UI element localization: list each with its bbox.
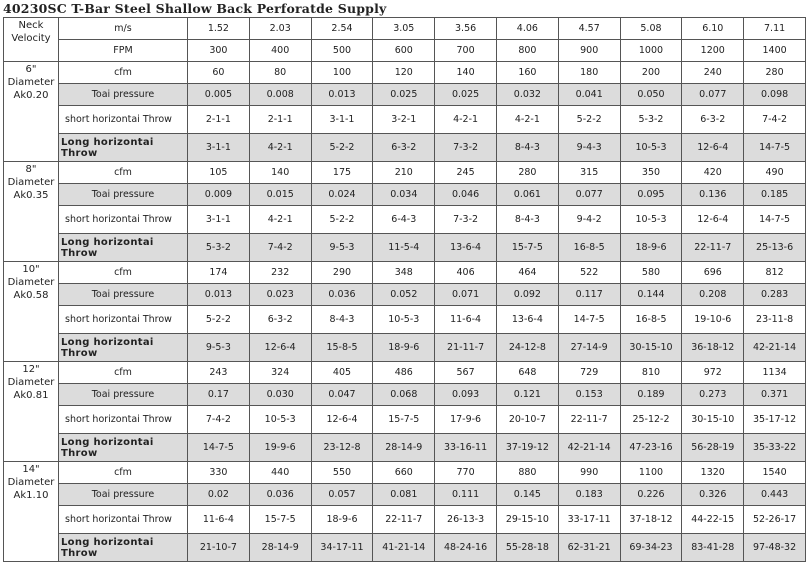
table-cell: 140 xyxy=(249,162,311,184)
table-cell: 0.046 xyxy=(435,184,497,206)
ms-value: 3.56 xyxy=(435,18,497,40)
table-row-short-throw xyxy=(4,106,806,134)
table-cell: 4-2-1 xyxy=(249,134,311,162)
table-cell: 11-6-4 xyxy=(435,306,497,334)
table-cell: 22-11-7 xyxy=(373,506,435,534)
table-cell: 10-5-3 xyxy=(249,406,311,434)
table-cell: 10-5-3 xyxy=(620,206,682,234)
table-cell: 56-28-19 xyxy=(682,434,744,462)
table-cell: 42-21-14 xyxy=(744,334,806,362)
row-label: Long horizontai Throw xyxy=(59,534,188,562)
table-cell: 23-11-8 xyxy=(744,306,806,334)
table-cell: 0.02 xyxy=(188,484,250,506)
table-cell: 440 xyxy=(249,462,311,484)
table-row-cfm xyxy=(4,362,806,384)
table-title: 40230SC T-Bar Steel Shallow Back Perforatde Supply xyxy=(3,1,387,16)
table-cell: 0.283 xyxy=(744,284,806,306)
table-cell: 8-4-3 xyxy=(311,306,373,334)
table-cell: 0.371 xyxy=(744,384,806,406)
table-cell: 348 xyxy=(373,262,435,284)
table-cell: 12-6-4 xyxy=(682,206,744,234)
table-cell: 5-2-2 xyxy=(188,306,250,334)
table-cell: 770 xyxy=(435,462,497,484)
table-cell: 48-24-16 xyxy=(435,534,497,562)
table-cell: 0.025 xyxy=(435,84,497,106)
table-cell: 28-14-9 xyxy=(373,434,435,462)
table-cell: 16-8-5 xyxy=(620,306,682,334)
table-row-long-throw xyxy=(4,234,806,262)
table-cell: 15-7-5 xyxy=(373,406,435,434)
table-cell: 20-10-7 xyxy=(496,406,558,434)
fpm-value: 1000 xyxy=(620,40,682,62)
table-cell: 12-6-4 xyxy=(249,334,311,362)
row-label: Long horizontai Throw xyxy=(59,134,188,162)
table-cell: 15-8-5 xyxy=(311,334,373,362)
table-cell: 15-7-5 xyxy=(249,506,311,534)
table-cell: 6-3-2 xyxy=(682,106,744,134)
table-cell: 1100 xyxy=(620,462,682,484)
table-cell: 9-4-2 xyxy=(558,206,620,234)
table-cell: 12-6-4 xyxy=(311,406,373,434)
table-cell: 0.036 xyxy=(249,484,311,506)
row-label: cfm xyxy=(59,262,188,284)
table-cell: 0.025 xyxy=(373,84,435,106)
table-cell: 0.050 xyxy=(620,84,682,106)
fpm-value: 600 xyxy=(373,40,435,62)
table-cell: 0.121 xyxy=(496,384,558,406)
table-cell: 0.326 xyxy=(682,484,744,506)
table-cell: 25-12-2 xyxy=(620,406,682,434)
table-cell: 315 xyxy=(558,162,620,184)
table-cell: 3-1-1 xyxy=(188,134,250,162)
table-cell: 0.024 xyxy=(311,184,373,206)
table-cell: 0.153 xyxy=(558,384,620,406)
table-cell: 7-4-2 xyxy=(188,406,250,434)
table-cell: 5-2-2 xyxy=(311,206,373,234)
table-cell: 3-1-1 xyxy=(188,206,250,234)
fpm-value: 500 xyxy=(311,40,373,62)
performance-table-body xyxy=(4,18,806,562)
table-cell: 140 xyxy=(435,62,497,84)
row-label: cfm xyxy=(59,62,188,84)
table-cell: 30-15-10 xyxy=(620,334,682,362)
table-cell: 9-4-3 xyxy=(558,134,620,162)
table-cell: 200 xyxy=(620,62,682,84)
ms-value: 7.11 xyxy=(744,18,806,40)
row-label: Toai pressure xyxy=(59,284,188,306)
table-cell: 10-5-3 xyxy=(373,306,435,334)
table-cell: 120 xyxy=(373,62,435,84)
fpm-value: 1200 xyxy=(682,40,744,62)
table-cell: 0.077 xyxy=(682,84,744,106)
table-cell: 4-2-1 xyxy=(496,106,558,134)
table-cell: 35-17-12 xyxy=(744,406,806,434)
table-cell: 19-10-6 xyxy=(682,306,744,334)
table-cell: 486 xyxy=(373,362,435,384)
table-row-cfm xyxy=(4,162,806,184)
table-cell: 6-3-2 xyxy=(373,134,435,162)
table-cell: 33-16-11 xyxy=(435,434,497,462)
table-row-cfm xyxy=(4,462,806,484)
table-cell: 990 xyxy=(558,462,620,484)
table-cell: 11-5-4 xyxy=(373,234,435,262)
table-cell: 174 xyxy=(188,262,250,284)
table-cell: 280 xyxy=(744,62,806,84)
row-label: Toai pressure xyxy=(59,184,188,206)
table-row-cfm xyxy=(4,62,806,84)
table-row-long-throw xyxy=(4,334,806,362)
table-cell: 30-15-10 xyxy=(682,406,744,434)
table-cell: 28-14-9 xyxy=(249,534,311,562)
table-cell: 55-28-18 xyxy=(496,534,558,562)
table-cell: 0.092 xyxy=(496,284,558,306)
table-cell: 0.068 xyxy=(373,384,435,406)
table-cell: 14-7-5 xyxy=(558,306,620,334)
table-cell: 6-3-2 xyxy=(249,306,311,334)
table-cell: 22-11-7 xyxy=(682,234,744,262)
table-cell: 660 xyxy=(373,462,435,484)
table-cell: 696 xyxy=(682,262,744,284)
row-label: Long horizontai Throw xyxy=(59,234,188,262)
table-cell: 1134 xyxy=(744,362,806,384)
diameter-label: 12" Diameter Ak0.81 xyxy=(4,362,59,462)
table-cell: 35-33-22 xyxy=(744,434,806,462)
table-cell: 0.052 xyxy=(373,284,435,306)
table-cell: 13-6-4 xyxy=(435,234,497,262)
row-label: short horizontai Throw xyxy=(59,106,188,134)
table-cell: 14-7-5 xyxy=(744,206,806,234)
ms-label: m/s xyxy=(59,18,188,40)
table-cell: 0.185 xyxy=(744,184,806,206)
table-cell: 9-5-3 xyxy=(188,334,250,362)
fpm-value: 900 xyxy=(558,40,620,62)
table-cell: 11-6-4 xyxy=(188,506,250,534)
table-cell: 25-13-6 xyxy=(744,234,806,262)
table-row-total-pressure xyxy=(4,484,806,506)
table-cell: 22-11-7 xyxy=(558,406,620,434)
table-cell: 0.144 xyxy=(620,284,682,306)
ms-value: 4.06 xyxy=(496,18,558,40)
performance-table xyxy=(3,17,806,562)
table-cell: 19-9-6 xyxy=(249,434,311,462)
table-cell: 0.036 xyxy=(311,284,373,306)
ms-value: 1.52 xyxy=(188,18,250,40)
table-cell: 972 xyxy=(682,362,744,384)
table-cell: 0.030 xyxy=(249,384,311,406)
table-cell: 97-48-32 xyxy=(744,534,806,562)
table-cell: 100 xyxy=(311,62,373,84)
table-cell: 24-12-8 xyxy=(496,334,558,362)
table-cell: 9-5-3 xyxy=(311,234,373,262)
table-cell: 7-4-2 xyxy=(249,234,311,262)
table-cell: 37-18-12 xyxy=(620,506,682,534)
table-cell: 26-13-3 xyxy=(435,506,497,534)
table-cell: 23-12-8 xyxy=(311,434,373,462)
ms-value: 5.08 xyxy=(620,18,682,40)
table-cell: 16-8-5 xyxy=(558,234,620,262)
table-cell: 41-21-14 xyxy=(373,534,435,562)
ms-value: 4.57 xyxy=(558,18,620,40)
table-cell: 350 xyxy=(620,162,682,184)
table-cell: 12-6-4 xyxy=(682,134,744,162)
row-label: cfm xyxy=(59,462,188,484)
diameter-label: 14" Diameter Ak1.10 xyxy=(4,462,59,562)
table-cell: 0.273 xyxy=(682,384,744,406)
table-cell: 0.183 xyxy=(558,484,620,506)
table-cell: 0.095 xyxy=(620,184,682,206)
table-cell: 0.023 xyxy=(249,284,311,306)
table-cell: 240 xyxy=(682,62,744,84)
table-cell: 34-17-11 xyxy=(311,534,373,562)
table-row-total-pressure xyxy=(4,384,806,406)
table-cell: 21-10-7 xyxy=(188,534,250,562)
table-cell: 0.013 xyxy=(188,284,250,306)
table-row-short-throw xyxy=(4,406,806,434)
row-label: Toai pressure xyxy=(59,84,188,106)
table-row-total-pressure xyxy=(4,284,806,306)
table-cell: 6-4-3 xyxy=(373,206,435,234)
table-cell: 567 xyxy=(435,362,497,384)
diameter-label: 8" Diameter Ak0.35 xyxy=(4,162,59,262)
table-cell: 0.015 xyxy=(249,184,311,206)
row-label: Long horizontai Throw xyxy=(59,434,188,462)
table-cell: 69-34-23 xyxy=(620,534,682,562)
table-cell: 14-7-5 xyxy=(188,434,250,462)
table-row-total-pressure xyxy=(4,84,806,106)
neck-velocity-label: Neck Velocity xyxy=(4,18,59,62)
row-label: short horizontai Throw xyxy=(59,206,188,234)
row-label: cfm xyxy=(59,162,188,184)
row-label: Toai pressure xyxy=(59,384,188,406)
table-cell: 180 xyxy=(558,62,620,84)
table-cell: 33-17-11 xyxy=(558,506,620,534)
table-cell: 0.136 xyxy=(682,184,744,206)
row-label: short horizontai Throw xyxy=(59,506,188,534)
table-cell: 0.208 xyxy=(682,284,744,306)
table-cell: 0.008 xyxy=(249,84,311,106)
table-cell: 232 xyxy=(249,262,311,284)
table-cell: 2-1-1 xyxy=(249,106,311,134)
table-cell: 0.145 xyxy=(496,484,558,506)
table-cell: 5-2-2 xyxy=(311,134,373,162)
table-cell: 5-3-2 xyxy=(188,234,250,262)
table-cell: 0.005 xyxy=(188,84,250,106)
table-cell: 8-4-3 xyxy=(496,206,558,234)
table-cell: 83-41-28 xyxy=(682,534,744,562)
table-cell: 175 xyxy=(311,162,373,184)
table-row-long-throw xyxy=(4,434,806,462)
table-cell: 1320 xyxy=(682,462,744,484)
table-cell: 80 xyxy=(249,62,311,84)
table-cell: 0.17 xyxy=(188,384,250,406)
table-row-long-throw xyxy=(4,534,806,562)
table-cell: 0.041 xyxy=(558,84,620,106)
table-cell: 3-1-1 xyxy=(311,106,373,134)
table-cell: 47-23-16 xyxy=(620,434,682,462)
table-cell: 29-15-10 xyxy=(496,506,558,534)
table-cell: 14-7-5 xyxy=(744,134,806,162)
table-cell: 245 xyxy=(435,162,497,184)
ms-value: 6.10 xyxy=(682,18,744,40)
table-cell: 0.057 xyxy=(311,484,373,506)
row-label: Toai pressure xyxy=(59,484,188,506)
fpm-value: 1400 xyxy=(744,40,806,62)
table-cell: 0.061 xyxy=(496,184,558,206)
table-cell: 18-9-6 xyxy=(373,334,435,362)
fpm-value: 300 xyxy=(188,40,250,62)
table-cell: 7-4-2 xyxy=(744,106,806,134)
table-cell: 0.032 xyxy=(496,84,558,106)
table-cell: 0.098 xyxy=(744,84,806,106)
table-cell: 0.071 xyxy=(435,284,497,306)
header-row-fpm xyxy=(4,40,806,62)
table-cell: 18-9-6 xyxy=(311,506,373,534)
table-cell: 210 xyxy=(373,162,435,184)
table-cell: 550 xyxy=(311,462,373,484)
row-label: Long horizontai Throw xyxy=(59,334,188,362)
table-row-long-throw xyxy=(4,134,806,162)
table-cell: 522 xyxy=(558,262,620,284)
row-label: short horizontai Throw xyxy=(59,306,188,334)
table-cell: 0.077 xyxy=(558,184,620,206)
table-cell: 160 xyxy=(496,62,558,84)
table-cell: 490 xyxy=(744,162,806,184)
table-cell: 406 xyxy=(435,262,497,284)
table-cell: 4-2-1 xyxy=(435,106,497,134)
table-cell: 0.009 xyxy=(188,184,250,206)
table-cell: 812 xyxy=(744,262,806,284)
table-cell: 290 xyxy=(311,262,373,284)
table-cell: 3-2-1 xyxy=(373,106,435,134)
table-cell: 44-22-15 xyxy=(682,506,744,534)
row-label: short horizontai Throw xyxy=(59,406,188,434)
table-cell: 324 xyxy=(249,362,311,384)
table-cell: 8-4-3 xyxy=(496,134,558,162)
table-cell: 15-7-5 xyxy=(496,234,558,262)
table-cell: 243 xyxy=(188,362,250,384)
table-row-short-throw xyxy=(4,306,806,334)
table-cell: 60 xyxy=(188,62,250,84)
fpm-value: 400 xyxy=(249,40,311,62)
table-cell: 0.111 xyxy=(435,484,497,506)
ms-value: 2.54 xyxy=(311,18,373,40)
fpm-value: 800 xyxy=(496,40,558,62)
table-cell: 330 xyxy=(188,462,250,484)
table-cell: 62-31-21 xyxy=(558,534,620,562)
table-cell: 7-3-2 xyxy=(435,134,497,162)
table-cell: 7-3-2 xyxy=(435,206,497,234)
table-row-cfm xyxy=(4,262,806,284)
table-cell: 0.117 xyxy=(558,284,620,306)
row-label: cfm xyxy=(59,362,188,384)
table-row-short-throw xyxy=(4,206,806,234)
table-cell: 37-19-12 xyxy=(496,434,558,462)
table-cell: 0.034 xyxy=(373,184,435,206)
diameter-label: 6" Diameter Ak0.20 xyxy=(4,62,59,162)
fpm-value: 700 xyxy=(435,40,497,62)
table-cell: 0.013 xyxy=(311,84,373,106)
table-cell: 36-18-12 xyxy=(682,334,744,362)
table-cell: 10-5-3 xyxy=(620,134,682,162)
table-cell: 4-2-1 xyxy=(249,206,311,234)
table-cell: 580 xyxy=(620,262,682,284)
table-cell: 405 xyxy=(311,362,373,384)
table-cell: 5-2-2 xyxy=(558,106,620,134)
table-cell: 13-6-4 xyxy=(496,306,558,334)
table-cell: 27-14-9 xyxy=(558,334,620,362)
table-cell: 2-1-1 xyxy=(188,106,250,134)
fpm-label: FPM xyxy=(59,40,188,62)
table-row-total-pressure xyxy=(4,184,806,206)
table-cell: 810 xyxy=(620,362,682,384)
table-cell: 0.443 xyxy=(744,484,806,506)
table-cell: 1540 xyxy=(744,462,806,484)
table-cell: 729 xyxy=(558,362,620,384)
table-cell: 420 xyxy=(682,162,744,184)
table-cell: 464 xyxy=(496,262,558,284)
table-cell: 0.047 xyxy=(311,384,373,406)
table-cell: 280 xyxy=(496,162,558,184)
table-cell: 880 xyxy=(496,462,558,484)
table-row-short-throw xyxy=(4,506,806,534)
table-cell: 5-3-2 xyxy=(620,106,682,134)
table-cell: 17-9-6 xyxy=(435,406,497,434)
table-cell: 21-11-7 xyxy=(435,334,497,362)
table-cell: 0.081 xyxy=(373,484,435,506)
header-row-ms xyxy=(4,18,806,40)
table-cell: 648 xyxy=(496,362,558,384)
table-cell: 42-21-14 xyxy=(558,434,620,462)
table-cell: 0.226 xyxy=(620,484,682,506)
table-cell: 18-9-6 xyxy=(620,234,682,262)
table-cell: 52-26-17 xyxy=(744,506,806,534)
table-cell: 105 xyxy=(188,162,250,184)
diameter-label: 10" Diameter Ak0.58 xyxy=(4,262,59,362)
ms-value: 3.05 xyxy=(373,18,435,40)
table-cell: 0.093 xyxy=(435,384,497,406)
ms-value: 2.03 xyxy=(249,18,311,40)
table-cell: 0.189 xyxy=(620,384,682,406)
